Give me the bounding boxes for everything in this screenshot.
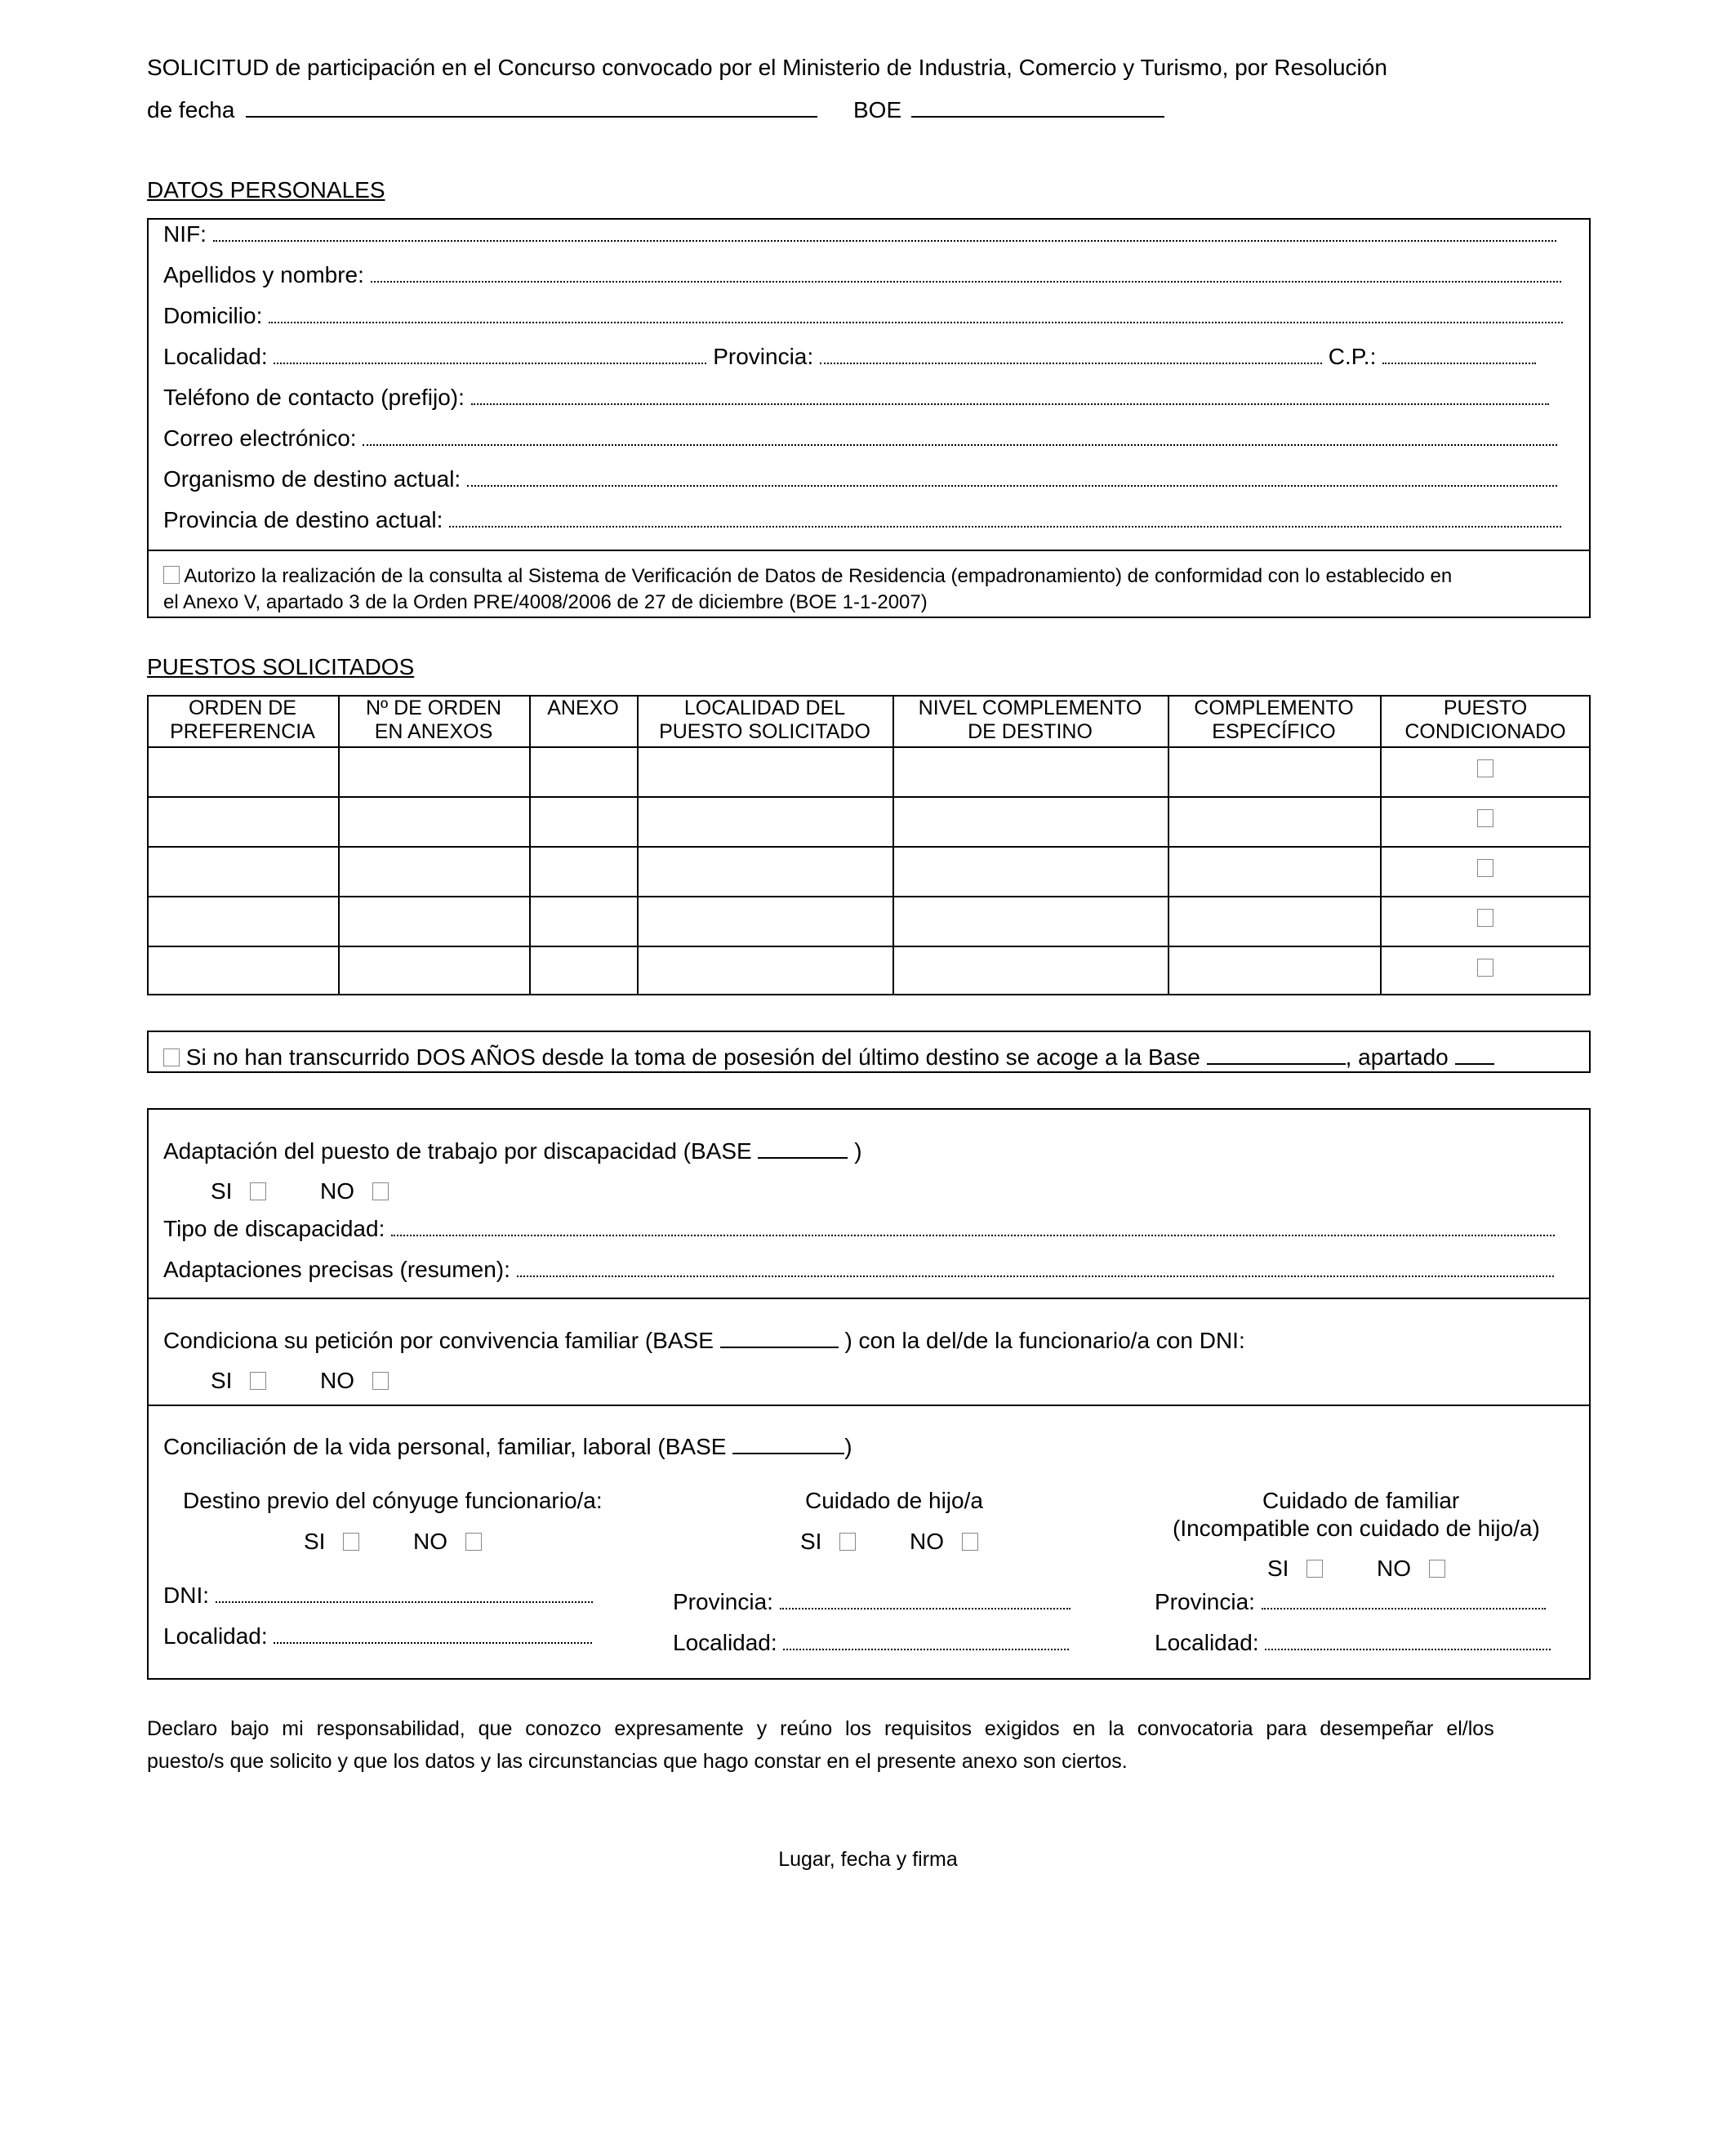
no-label: NO [320,1178,355,1204]
si-label: SI [211,1368,233,1393]
table-cell[interactable] [639,897,891,944]
table-header-line: PUESTO SOLICITADO [659,720,870,743]
tipo-row[interactable] [163,1215,1555,1243]
table-cell[interactable] [1382,748,1589,795]
declaration-line2: puesto/s que solicito y que los datos y las circunstancias que hago constar en el presente anexo son ciertos. [147,1750,1128,1773]
domicilio-label: Domicilio: [163,303,263,328]
autorizo-line2: el Anexo V, apartado 3 de la Orden PRE/4008/2006 de 27 de diciembre (BOE 1-1-2007) [163,591,928,613]
si-label: SI [800,1529,822,1554]
localidad-row[interactable] [163,343,1536,371]
cp-field[interactable] [1382,345,1536,364]
table-cell[interactable] [340,748,527,795]
puesto-condicionado-checkbox[interactable] [1477,759,1493,777]
hijo-si-no [800,1528,978,1556]
organismo-field[interactable] [467,467,1557,487]
table-cell[interactable] [639,748,891,795]
tipo-field[interactable] [391,1217,1555,1236]
conciliacion-title-close: ) [844,1434,852,1459]
table-cell[interactable] [894,897,1166,944]
localidad-label: Localidad: [1155,1630,1259,1655]
table-cell[interactable] [340,947,527,994]
discapacidad-base-field[interactable] [758,1136,848,1159]
table-cell[interactable] [639,947,891,994]
localidad-field[interactable] [274,345,706,364]
si-label: SI [304,1529,326,1554]
no-label: NO [320,1368,355,1393]
table-cell[interactable] [894,798,1166,844]
conyuge-si-checkbox[interactable] [343,1533,359,1551]
apartado-field[interactable] [1455,1042,1494,1065]
table-cell[interactable] [1382,897,1589,944]
apellidos-row[interactable] [163,261,1561,289]
table-cell[interactable] [1169,798,1378,844]
puesto-condicionado-checkbox[interactable] [1477,909,1493,927]
conyuge-si-no [304,1528,482,1556]
table-header-cell [1168,697,1380,744]
table-header-line: NIVEL COMPLEMENTO [918,697,1142,719]
table-header-line: COMPLEMENTO [1194,697,1354,719]
convivencia-title-label: Condiciona su petición por convivencia familiar (BASE [163,1328,714,1353]
apartado-label: , apartado [1345,1044,1449,1070]
dni-row[interactable] [163,1582,593,1609]
fecha-field[interactable] [246,95,817,118]
table-cell[interactable] [531,848,635,894]
nif-label: NIF: [163,221,207,247]
table-header-line: Nº DE ORDEN [365,697,502,719]
apellidos-label: Apellidos y nombre: [163,262,364,287]
boe-field[interactable] [911,95,1164,118]
table-cell[interactable] [639,848,891,894]
table-cell[interactable] [1382,798,1589,844]
table-cell[interactable] [340,798,527,844]
table-header-line: LOCALIDAD DEL [683,697,846,719]
convivencia-si-checkbox[interactable] [250,1372,266,1390]
table-cell[interactable] [149,848,336,894]
hijo-provincia-row[interactable] [673,1588,1071,1616]
localidad-label: Localidad: [163,344,268,369]
provincia-field[interactable] [820,345,1322,364]
correo-row[interactable] [163,425,1557,452]
familiar-no-checkbox[interactable] [1429,1560,1445,1578]
table-header-line: DE DESTINO [968,720,1093,743]
table-cell[interactable] [149,897,336,944]
provincia-label: Provincia: [1155,1589,1255,1614]
table-cell[interactable] [531,897,635,944]
familiar-si-checkbox[interactable] [1306,1560,1323,1578]
familiar-title: Cuidado de familiar [1262,1488,1460,1513]
familiar-localidad-row[interactable] [1155,1629,1551,1657]
puesto-condicionado-checkbox[interactable] [1477,859,1493,877]
header-line2 [147,95,1164,124]
provincia-destino-label: Provincia de destino actual: [163,507,443,532]
no-label: NO [1377,1556,1412,1581]
table-cell[interactable] [531,947,635,994]
fecha-label: de fecha [147,97,235,122]
localidad-label: Localidad: [673,1630,777,1655]
correo-field[interactable] [363,426,1557,446]
table-cell[interactable] [1382,947,1589,994]
discapacidad-title-label: Adaptación del puesto de trabajo por discapacidad (BASE [163,1138,752,1164]
table-header-line: EN ANEXOS [374,720,493,743]
table-header-cell [529,697,637,720]
domicilio-row[interactable] [163,302,1563,330]
autorizo-text [163,563,1452,590]
table-cell[interactable] [894,947,1166,994]
table-cell[interactable] [340,848,527,894]
puesto-condicionado-checkbox[interactable] [1477,959,1493,977]
table-cell[interactable] [340,897,527,944]
domicilio-field[interactable] [269,304,1563,323]
table-cell[interactable] [531,748,635,795]
table-cell[interactable] [149,798,336,844]
adaptaciones-label: Adaptaciones precisas (resumen): [163,1257,510,1282]
table-cell[interactable] [1169,947,1378,994]
cp-label: C.P.: [1328,344,1377,369]
table-cell[interactable] [894,848,1166,894]
provincia-destino-row[interactable] [163,506,1561,534]
no-label: NO [413,1529,448,1554]
conyuge-localidad-field[interactable] [274,1624,592,1644]
header-line1: SOLICITUD de participación en el Concurso convocado por el Ministerio de Industria, Comercio y Turismo, por Resolución [147,55,1387,80]
familiar-provincia-row[interactable] [1155,1588,1546,1616]
puesto-condicionado-checkbox[interactable] [1477,809,1493,827]
discapacidad-si-no [211,1178,389,1205]
telefono-field[interactable] [471,385,1549,405]
apellidos-field[interactable] [371,263,1561,283]
si-label: SI [1267,1556,1289,1581]
hijo-provincia-field[interactable] [780,1590,1071,1609]
conciliacion-base-field[interactable] [732,1431,844,1454]
signature-label: Lugar, fecha y firma [778,1848,958,1871]
hijo-localidad-field[interactable] [783,1631,1069,1650]
familiar-si-no [1267,1555,1445,1583]
table-header-cell [1380,697,1591,744]
convivencia-si-no [211,1367,389,1395]
provincia-label: Provincia: [713,344,814,369]
hijo-title: Cuidado de hijo/a [805,1488,983,1513]
familiar-localidad-field[interactable] [1265,1631,1551,1650]
table-cell[interactable] [894,748,1166,795]
conyuge-no-checkbox[interactable] [465,1533,482,1551]
discapacidad-no-checkbox[interactable] [372,1182,389,1200]
table-header-line: ORDEN DE [189,697,296,719]
provincia-destino-field[interactable] [449,508,1561,528]
divider [147,1405,1591,1406]
si-label: SI [211,1178,233,1204]
dos-anos-row [163,1042,1494,1071]
nif-row[interactable] [163,220,1568,248]
hijo-localidad-row[interactable] [673,1629,1069,1657]
autorizo-checkbox[interactable] [163,566,180,584]
provincia-label: Provincia: [673,1589,773,1614]
dni-field[interactable] [216,1583,593,1603]
adaptaciones-field[interactable] [517,1258,1554,1277]
convivencia-title [163,1325,1245,1355]
conciliacion-title-label: Conciliación de la vida personal, familiar, laboral (BASE [163,1434,727,1459]
dni-label: DNI: [163,1583,209,1608]
base-field[interactable] [1207,1042,1346,1065]
discapacidad-title-close: ) [854,1138,862,1164]
convivencia-title-tail: ) con la del/de la funcionario/a con DNI: [844,1328,1245,1353]
table-cell[interactable] [149,748,336,795]
section-title-personal: DATOS PERSONALES [147,177,385,203]
table-header-line: PREFERENCIA [170,720,315,743]
adaptaciones-row[interactable] [163,1256,1554,1284]
table-header-line: CONDICIONADO [1404,720,1566,743]
tipo-label: Tipo de discapacidad: [163,1216,385,1241]
conyuge-title: Destino previo del cónyuge funcionario/a: [183,1488,603,1513]
autorizo-line1: Autorizo la realización de la consulta al Sistema de Verificación de Datos de Residencia (empadronamiento) de conformidad con lo establecido en [184,565,1453,587]
telefono-row[interactable] [163,384,1549,412]
divider [147,1298,1591,1299]
table-header-line: ANEXO [547,697,619,719]
table-cell[interactable] [1169,748,1378,795]
organismo-label: Organismo de destino actual: [163,466,461,492]
table-cell[interactable] [1169,897,1378,944]
dos-anos-checkbox[interactable] [163,1048,180,1066]
table-cell[interactable] [639,798,891,844]
hijo-no-checkbox[interactable] [962,1533,978,1551]
hijo-si-checkbox[interactable] [839,1533,856,1551]
localidad-label: Localidad: [163,1623,268,1649]
table-header-cell [637,697,892,744]
organismo-row[interactable] [163,465,1557,493]
conciliacion-title [163,1431,852,1461]
boe-label: BOE [852,97,902,122]
table-header-line: PUESTO [1443,697,1528,719]
section-title-puestos: PUESTOS SOLICITADOS [147,654,415,679]
convivencia-no-checkbox[interactable] [372,1372,389,1390]
table-cell[interactable] [1382,848,1589,894]
table-cell[interactable] [149,947,336,994]
familiar-subtitle: (Incompatible con cuidado de hijo/a) [1173,1516,1540,1541]
table-header-cell [147,697,338,744]
declaration-line1: Declaro bajo mi responsabilidad, que conozco expresamente y reúno los requisitos exigidos en la convocatoria para desempeñar el/los [147,1717,1494,1740]
conyuge-localidad-row[interactable] [163,1623,592,1650]
table-header-line: ESPECÍFICO [1212,720,1336,743]
familiar-provincia-field[interactable] [1262,1590,1546,1609]
convivencia-base-field[interactable] [720,1325,839,1348]
discapacidad-title [163,1136,862,1165]
table-cell[interactable] [531,798,635,844]
nif-field[interactable] [213,222,1556,242]
table-header-cell [338,697,529,744]
dos-anos-text: Si no han transcurrido DOS AÑOS desde la toma de posesión del último destino se acoge a la Base [185,1044,1200,1070]
no-label: NO [910,1529,945,1554]
telefono-label: Teléfono de contacto (prefijo): [163,385,465,410]
correo-label: Correo electrónico: [163,425,357,451]
divider [147,550,1591,551]
table-cell[interactable] [1169,848,1378,894]
table-header-cell [892,697,1168,744]
discapacidad-si-checkbox[interactable] [250,1182,266,1200]
